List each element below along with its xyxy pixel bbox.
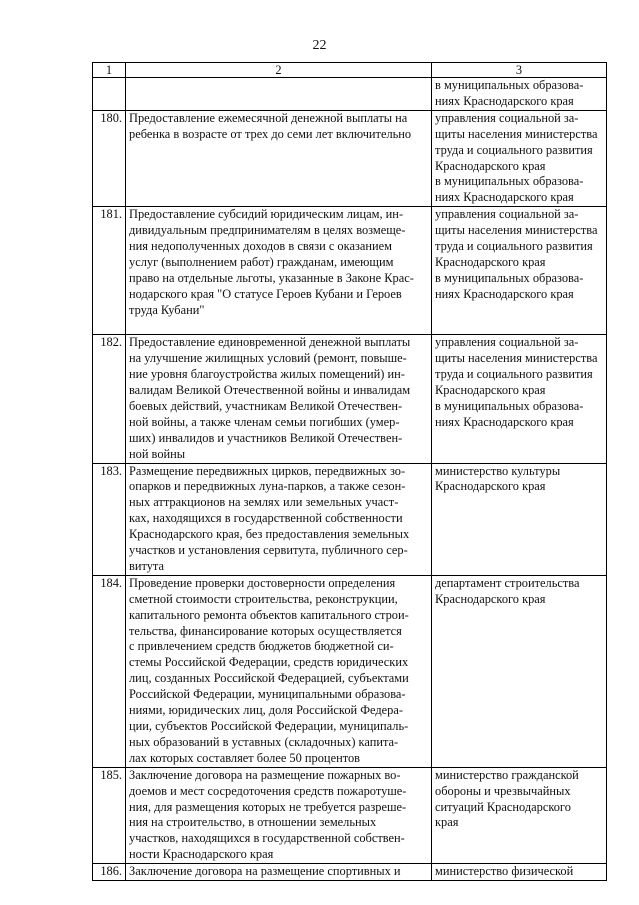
service-name-line: Предоставление единовременной денежной выплаты [129,335,411,350]
table-row [93,78,607,111]
responsible-body-line: ниях Краснодарского края [435,286,574,301]
service-name-cell [126,110,432,206]
service-name-line: с привлечением средств бюджетов бюджетной си- [129,639,394,654]
service-name-line: Заключение договора на размещение спортивных и [129,864,401,879]
service-name-line: ности Краснодарского края [129,847,274,862]
responsible-body-line: Краснодарского края [435,479,546,494]
row-number: 183. [93,463,126,575]
responsible-body-line: управления социальной за- [435,335,579,350]
service-name-line: ниями, юридических лиц, доля Российской Федера- [129,703,403,718]
table-row [93,335,607,463]
responsible-body-line: труда и социального развития [435,367,593,382]
service-name-line: ния на строительство, в отношении земельных [129,815,377,830]
responsible-body-cell [432,110,607,206]
responsible-body-line: Краснодарского края [435,382,546,397]
service-name-line: сметной стоимости строительства, реконструкции, [129,591,398,606]
responsible-body-line: труда и социального развития [435,239,593,254]
service-name-line: Заключение договора на размещение пожарных во- [129,767,401,782]
table-row [93,207,607,335]
services-table [92,62,607,881]
service-name-line: на улучшение жилищных условий (ремонт, повыше- [129,351,407,366]
row-number [93,78,126,111]
responsible-body-line: ситуаций Краснодарского [435,799,571,814]
responsible-body-line: Краснодарского края [435,158,546,173]
service-name-line: ребенка в возрасте от трех до семи лет включительно [129,126,412,141]
responsible-body-line: ниях Краснодарского края [435,190,574,205]
service-name-line: ной войны [129,446,186,461]
row-number: 182. [93,335,126,463]
service-name-cell [126,207,432,335]
service-name-line: опарков и передвижных луна-парков, а также сезон- [129,479,406,494]
row-number: 185. [93,767,126,863]
row-number: 180. [93,110,126,206]
responsible-body-cell [432,335,607,463]
service-name-line: нодарского края "О статусе Героев Кубани и Героев [129,286,402,301]
table-row [93,864,607,881]
service-name-line: участков, находящихся в государственной собствен- [129,831,405,846]
service-name-line: ных образований в уставных (складочных) капита- [129,734,399,749]
responsible-body-line: Краснодарского края [435,254,546,269]
responsible-body-line: щиты населения министерства [435,126,598,141]
responsible-body-cell [432,463,607,575]
responsible-body-line: министерство культуры [435,463,561,478]
responsible-body-line: края [435,815,459,830]
service-name-cell [126,767,432,863]
service-name-cell [126,463,432,575]
responsible-body-line: труда и социального развития [435,142,593,157]
responsible-body-line: управления социальной за- [435,207,579,222]
service-name-line: дивидуальным предпринимателям в целях возмеще- [129,223,406,238]
responsible-body-line: департамент строительства [435,575,580,590]
service-name-line: лиц, созданных Российской Федерацией, субъектами [129,671,409,686]
service-name-line: Краснодарского края, без предоставления земельных [129,527,410,542]
service-name-line: Российской Федерации, муниципальными образова- [129,687,406,702]
responsible-body-line: щиты населения министерства [435,223,598,238]
service-name-line: Предоставление ежемесячной денежной выплаты на [129,110,408,125]
responsible-body-line: министерство гражданской [435,767,579,782]
responsible-body-cell [432,767,607,863]
service-name-line: витута [129,558,164,573]
service-name-cell [126,864,432,881]
table-body [93,63,607,881]
responsible-body-line: Краснодарского края [435,591,546,606]
service-name-line: боевых действий, участникам Великой Отечествен- [129,398,403,413]
service-name-line: участков и установления сервитута, публичного сер- [129,543,408,558]
service-name-cell [126,78,432,111]
service-name-cell [126,575,432,767]
service-name-line: капитального ремонта объектов капитального строи- [129,607,409,622]
service-name-line: тельства, финансирование которых осуществляется [129,623,402,638]
service-name-line: ной войны, а также членам семьи погибших (умер- [129,414,400,429]
row-number: 186. [93,864,126,881]
header-col-number: 1 [93,63,126,78]
service-name-line: ших) инвалидов и участников Великой Отечествен- [129,430,403,445]
service-name-line: труда Кубани" [129,302,205,317]
responsible-body-line: управления социальной за- [435,110,579,125]
table-row [93,463,607,575]
service-name-line: ния, для размещения которых не требуется разреше- [129,799,407,814]
service-name-line: ния недополученных доходов в связи с оказанием [129,239,392,254]
service-name-cell [126,335,432,463]
table-row [93,575,607,767]
service-name-line: лах которых составляет более 50 процентов [129,750,360,765]
header-col-org: 3 [432,63,607,78]
service-name-line: услуг (выполнением работ) гражданам, имеющим [129,254,394,269]
header-col-name: 2 [126,63,432,78]
responsible-body-cell [432,864,607,881]
row-number: 181. [93,207,126,335]
service-name-line: право на отдельные льготы, указанные в Законе Крас- [129,270,414,285]
service-name-line: ние уровня благоустройства жилых помещений) ин- [129,367,405,382]
table-header-row [93,63,607,78]
page-number: 22 [312,38,327,53]
responsible-body-line: ниях Краснодарского края [435,414,574,429]
service-name-line: ных аттракционов на землях или земельных участ- [129,495,399,510]
service-name-line: ции, субъектов Российской Федерации, муниципаль- [129,719,409,733]
responsible-body-line: министерство физической [435,864,574,879]
responsible-body-cell [432,207,607,335]
responsible-body-line: в муниципальных образова- [435,174,584,189]
responsible-body-line: ниях Краснодарского края [435,93,574,108]
responsible-body-cell [432,78,607,111]
service-name-line: стемы Российской Федерации, средств юридических [129,655,409,670]
service-name-line: ках, находящихся в государственной собственности [129,511,403,526]
table-row [93,110,607,206]
service-name-line: доемов и мест сосредоточения средств пожаротуше- [129,783,407,798]
service-name-line: Предоставление субсидий юридическим лицам, ин- [129,207,404,222]
responsible-body-line: щиты населения министерства [435,351,598,366]
row-number: 184. [93,575,126,767]
service-name-line: Проведение проверки достоверности определения [129,575,396,590]
service-name-line: валидам Великой Отечественной войны и инвалидам [129,382,411,397]
responsible-body-line: обороны и чрезвычайных [435,783,571,798]
table-row [93,767,607,863]
responsible-body-line: в муниципальных образова- [435,398,584,413]
responsible-body-line: в муниципальных образова- [435,78,584,92]
responsible-body-cell [432,575,607,767]
service-name-line: Размещение передвижных цирков, передвижных зо- [129,463,406,478]
responsible-body-line: в муниципальных образова- [435,270,584,285]
